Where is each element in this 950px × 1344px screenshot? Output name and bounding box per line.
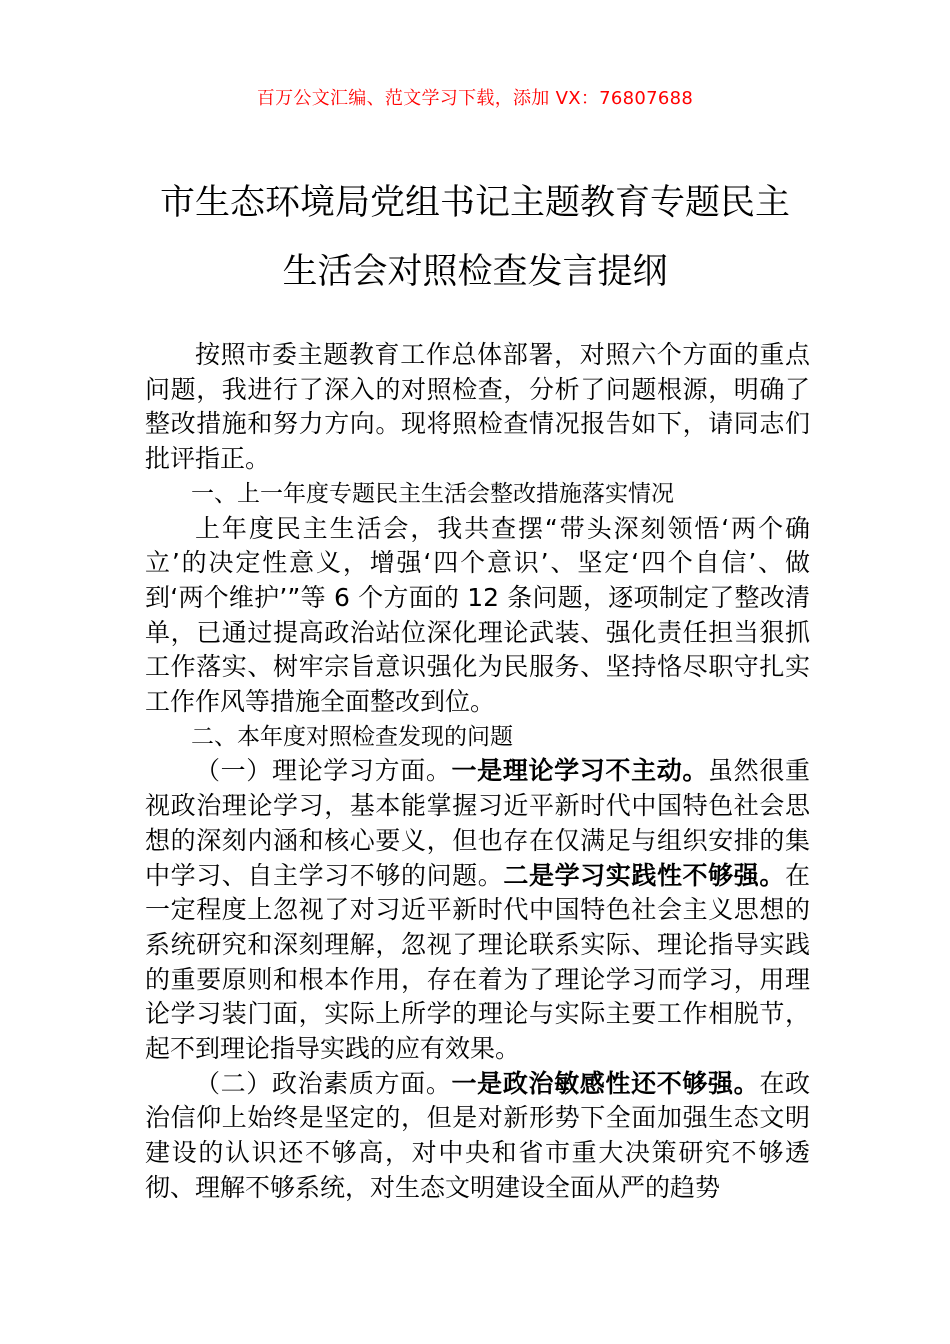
watermark-text: 百万公文汇编、范文学习下载，添加 VX：76807688 <box>256 88 694 109</box>
document-body <box>145 338 810 1206</box>
point-text: 在政治信仰上始终是坚定的，但是对新形势下全面加强生态文明建设的认识还不够高，对中央和省市重大决策研究不够透彻、理解不够系统，对生态文明建设全面从严的趋势 <box>145 1068 810 1202</box>
point-text: 虽然很重视政治理论学习，基本能掌握习近平新时代中国特色社会思想的深刻内涵和核心要义，但也存在仅满足与组织安排的集中学习、自主学习不够的问题。 <box>145 756 810 890</box>
document-title-line-2: 生活会对照检查发言提纲 <box>282 252 668 292</box>
document-title-line-1: 市生态环境局党组书记主题教育专题民主 <box>159 183 790 223</box>
subsection-label: （一）理论学习方面。 <box>195 756 452 786</box>
subsection-label: （二）政治素质方面。 <box>195 1068 452 1098</box>
section-heading-2: 二、本年度对照检查发现的问题 <box>191 723 513 750</box>
theory-study-paragraph <box>145 754 810 1066</box>
bold-point: 一是政治敏感性还不够强。 <box>451 1068 760 1098</box>
point-text: 在一定程度上忽视了对习近平新时代中国特色社会主义思想的系统研究和深刻理解，忽视了理论联系实际、理论指导实践的重要原则和根本作用，存在着为了理论学习而学习，用理论学习装门面，实际上所学的理论与实际主要工作相脱节，起不到理论指导实践的应有效果。 <box>145 860 810 1064</box>
section-heading-1: 一、上一年度专题民主生活会整改措施落实情况 <box>191 480 674 507</box>
section-1-paragraph: 上年度民主生活会，我共查摆“带头深刻领悟‘两个确立’的决定性意义，增强‘四个意识’、坚定‘四个自信’、做到‘两个维护’”等 6 个方面的 12 条问题，逐项制定了整改清单，已通过提高政治站位深化理论武装、强化责任担当狠抓工作落实、树牢宗旨意识强化为民服务、坚持恪尽职守扎实工作作风等措施全面整改到位。 <box>145 513 810 717</box>
bold-point: 一是理论学习不主动。 <box>451 756 709 786</box>
political-quality-paragraph <box>145 1067 810 1206</box>
bold-point: 二是学习实践性不够强。 <box>503 860 785 890</box>
intro-paragraph: 按照市委主题教育工作总体部署，对照六个方面的重点问题，我进行了深入的对照检查，分析了问题根源，明确了整改措施和努力方向。现将照检查情况报告如下，请同志们批评指正。 <box>145 340 810 474</box>
